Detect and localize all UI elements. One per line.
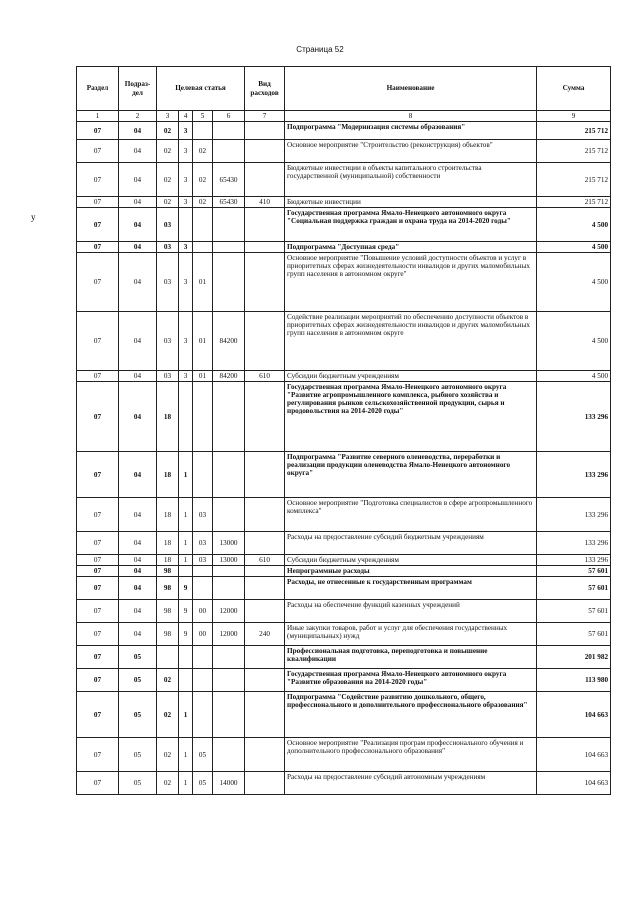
cell-name: Подпрограмма "Модернизация системы образования" xyxy=(285,122,537,140)
cell-target-subprogram: 3 xyxy=(179,312,193,371)
cell-target-event: 00 xyxy=(193,600,213,623)
cell-target-subprogram: 3 xyxy=(179,122,193,140)
cell-podrazdel: 05 xyxy=(119,738,157,772)
cell-target-code xyxy=(213,382,245,452)
cell-razdel: 07 xyxy=(77,253,119,312)
column-number: 9 xyxy=(537,111,611,122)
cell-target-program: 03 xyxy=(157,242,179,253)
cell-podrazdel: 04 xyxy=(119,566,157,577)
cell-amount: 57 601 xyxy=(537,623,611,646)
table-row xyxy=(77,669,611,692)
table-row xyxy=(77,532,611,555)
cell-razdel: 07 xyxy=(77,772,119,795)
cell-target-code xyxy=(213,498,245,532)
cell-vid-raskhodov xyxy=(245,532,285,555)
cell-name: Иные закупки товаров, работ и услуг для обеспечения государственных (муниципальных) нужд xyxy=(285,623,537,646)
cell-podrazdel: 04 xyxy=(119,312,157,371)
cell-name: Бюджетные инвестиции xyxy=(285,197,537,208)
cell-target-event: 01 xyxy=(193,371,213,382)
cell-target-event xyxy=(193,577,213,600)
cell-vid-raskhodov xyxy=(245,646,285,669)
table-row xyxy=(77,208,611,242)
cell-vid-raskhodov xyxy=(245,312,285,371)
cell-target-subprogram: 1 xyxy=(179,692,193,738)
cell-target-code: 84200 xyxy=(213,371,245,382)
cell-target-event xyxy=(193,242,213,253)
cell-target-program: 02 xyxy=(157,163,179,197)
cell-target-program: 03 xyxy=(157,312,179,371)
cell-podrazdel: 04 xyxy=(119,532,157,555)
cell-razdel: 07 xyxy=(77,600,119,623)
cell-razdel: 07 xyxy=(77,382,119,452)
cell-vid-raskhodov xyxy=(245,772,285,795)
cell-podrazdel: 04 xyxy=(119,498,157,532)
cell-target-program xyxy=(157,646,179,669)
cell-target-event: 01 xyxy=(193,253,213,312)
cell-target-subprogram xyxy=(179,208,193,242)
column-number: 2 xyxy=(119,111,157,122)
cell-razdel: 07 xyxy=(77,498,119,532)
cell-vid-raskhodov xyxy=(245,163,285,197)
cell-vid-raskhodov xyxy=(245,498,285,532)
cell-target-event: 03 xyxy=(193,498,213,532)
header-podrazdel: Подраз- дел xyxy=(119,67,157,111)
cell-name: Государственная программа Ямало-Ненецкого автономного округа "Развитие образования на 2014-2020 годы" xyxy=(285,669,537,692)
cell-target-code xyxy=(213,253,245,312)
cell-target-subprogram: 1 xyxy=(179,772,193,795)
cell-target-program: 18 xyxy=(157,452,179,498)
cell-vid-raskhodov xyxy=(245,600,285,623)
cell-target-code: 84200 xyxy=(213,312,245,371)
cell-target-code xyxy=(213,646,245,669)
cell-amount: 215 712 xyxy=(537,163,611,197)
table-body xyxy=(77,122,611,795)
cell-amount: 215 712 xyxy=(537,122,611,140)
header-name: Наименование xyxy=(285,67,537,111)
table-row xyxy=(77,163,611,197)
table-row xyxy=(77,692,611,738)
column-number: 3 xyxy=(157,111,179,122)
header-target-article: Целевая статья xyxy=(157,67,245,111)
cell-target-subprogram: 1 xyxy=(179,555,193,566)
cell-target-program: 02 xyxy=(157,122,179,140)
cell-amount: 201 982 xyxy=(537,646,611,669)
cell-vid-raskhodov: 610 xyxy=(245,555,285,566)
table-row xyxy=(77,577,611,600)
cell-vid-raskhodov xyxy=(245,669,285,692)
cell-target-program: 18 xyxy=(157,555,179,566)
table-row xyxy=(77,566,611,577)
cell-target-program: 98 xyxy=(157,577,179,600)
cell-name: Расходы на предоставление субсидий бюджетным учреждениям xyxy=(285,532,537,555)
cell-podrazdel: 05 xyxy=(119,646,157,669)
cell-razdel: 07 xyxy=(77,555,119,566)
header-sum: Сумма xyxy=(537,67,611,111)
cell-target-subprogram: 9 xyxy=(179,600,193,623)
header-razdel: Раздел xyxy=(77,67,119,111)
table-row xyxy=(77,242,611,253)
cell-razdel: 07 xyxy=(77,577,119,600)
cell-podrazdel: 04 xyxy=(119,382,157,452)
table-row xyxy=(77,140,611,163)
cell-razdel: 07 xyxy=(77,208,119,242)
cell-target-code xyxy=(213,566,245,577)
cell-razdel: 07 xyxy=(77,646,119,669)
cell-target-code: 12000 xyxy=(213,600,245,623)
cell-target-event: 00 xyxy=(193,623,213,646)
cell-target-program: 02 xyxy=(157,738,179,772)
cell-target-program: 18 xyxy=(157,382,179,452)
cell-target-code: 13000 xyxy=(213,555,245,566)
cell-podrazdel: 04 xyxy=(119,371,157,382)
table-row xyxy=(77,498,611,532)
cell-target-subprogram: 3 xyxy=(179,253,193,312)
cell-vid-raskhodov xyxy=(245,382,285,452)
cell-podrazdel: 04 xyxy=(119,197,157,208)
cell-vid-raskhodov xyxy=(245,738,285,772)
cell-podrazdel: 04 xyxy=(119,122,157,140)
cell-vid-raskhodov xyxy=(245,208,285,242)
cell-target-program: 02 xyxy=(157,140,179,163)
cell-target-code xyxy=(213,692,245,738)
cell-target-code xyxy=(213,208,245,242)
cell-target-subprogram: 9 xyxy=(179,623,193,646)
cell-target-program: 98 xyxy=(157,600,179,623)
cell-amount: 4 500 xyxy=(537,371,611,382)
cell-amount: 4 500 xyxy=(537,208,611,242)
cell-razdel: 07 xyxy=(77,669,119,692)
cell-target-code: 14000 xyxy=(213,772,245,795)
cell-target-code xyxy=(213,122,245,140)
cell-name: Субсидии бюджетным учреждениям xyxy=(285,555,537,566)
column-number-row xyxy=(77,111,611,122)
cell-vid-raskhodov xyxy=(245,253,285,312)
cell-razdel: 07 xyxy=(77,242,119,253)
cell-target-program: 98 xyxy=(157,566,179,577)
cell-target-program: 02 xyxy=(157,692,179,738)
cell-amount: 104 663 xyxy=(537,772,611,795)
cell-razdel: 07 xyxy=(77,122,119,140)
cell-name: Расходы, не отнесенные к государственным программам xyxy=(285,577,537,600)
page-number-label: Страница 52 xyxy=(296,45,344,54)
cell-razdel: 07 xyxy=(77,312,119,371)
cell-vid-raskhodov: 240 xyxy=(245,623,285,646)
table-row xyxy=(77,738,611,772)
cell-podrazdel: 04 xyxy=(119,140,157,163)
cell-target-program: 98 xyxy=(157,623,179,646)
table-row xyxy=(77,646,611,669)
cell-razdel: 07 xyxy=(77,738,119,772)
cell-razdel: 07 xyxy=(77,140,119,163)
cell-target-program: 03 xyxy=(157,253,179,312)
column-number: 4 xyxy=(179,111,193,122)
cell-target-event: 02 xyxy=(193,163,213,197)
cell-target-event xyxy=(193,669,213,692)
cell-target-subprogram xyxy=(179,669,193,692)
column-number: 7 xyxy=(245,111,285,122)
cell-razdel: 07 xyxy=(77,197,119,208)
cell-target-event xyxy=(193,382,213,452)
cell-podrazdel: 04 xyxy=(119,452,157,498)
cell-target-program: 18 xyxy=(157,498,179,532)
cell-target-code xyxy=(213,242,245,253)
cell-target-event xyxy=(193,566,213,577)
cell-name: Подпрограмма "Содействие развитию дошкольного, общего, профессионального и дополнительного профессионального образования" xyxy=(285,692,537,738)
cell-podrazdel: 04 xyxy=(119,623,157,646)
cell-name: Профессиональная подготовка, переподготовка и повышение квалификации xyxy=(285,646,537,669)
cell-amount: 57 601 xyxy=(537,577,611,600)
cell-target-event xyxy=(193,692,213,738)
cell-target-subprogram: 3 xyxy=(179,140,193,163)
cell-target-subprogram: 3 xyxy=(179,242,193,253)
cell-vid-raskhodov xyxy=(245,452,285,498)
cell-amount: 57 601 xyxy=(537,600,611,623)
cell-podrazdel: 04 xyxy=(119,208,157,242)
cell-name: Субсидии бюджетным учреждениям xyxy=(285,371,537,382)
table-row xyxy=(77,122,611,140)
cell-podrazdel: 04 xyxy=(119,600,157,623)
cell-vid-raskhodov xyxy=(245,692,285,738)
cell-amount: 4 500 xyxy=(537,253,611,312)
cell-target-program: 03 xyxy=(157,371,179,382)
cell-target-program: 02 xyxy=(157,669,179,692)
cell-name: Основное мероприятие "Повышение условий доступности объектов и услуг в приоритетных сферах жизнедеятельности инвалидов и других маломобильных групп населения в автономном округе" xyxy=(285,253,537,312)
cell-target-code xyxy=(213,452,245,498)
column-number: 6 xyxy=(213,111,245,122)
table-row xyxy=(77,312,611,371)
cell-podrazdel: 04 xyxy=(119,253,157,312)
cell-podrazdel: 04 xyxy=(119,242,157,253)
cell-vid-raskhodov: 410 xyxy=(245,197,285,208)
cell-amount: 57 601 xyxy=(537,566,611,577)
cell-amount: 215 712 xyxy=(537,140,611,163)
cell-name: Непрограммные расходы xyxy=(285,566,537,577)
cell-vid-raskhodov xyxy=(245,242,285,253)
budget-table xyxy=(76,66,611,795)
cell-target-event: 05 xyxy=(193,738,213,772)
cell-name: Основное мероприятие "Подготовка специалистов в сфере агропромышленного комплекса" xyxy=(285,498,537,532)
cell-target-event: 01 xyxy=(193,312,213,371)
cell-target-program: 03 xyxy=(157,208,179,242)
cell-vid-raskhodov: 610 xyxy=(245,371,285,382)
cell-target-event xyxy=(193,646,213,669)
cell-vid-raskhodov xyxy=(245,140,285,163)
cell-amount: 104 663 xyxy=(537,692,611,738)
cell-target-program: 18 xyxy=(157,532,179,555)
cell-target-event xyxy=(193,208,213,242)
cell-amount: 133 296 xyxy=(537,555,611,566)
cell-name: Государственная программа Ямало-Ненецкого автономного округа "Социальная поддержка граждан и охрана труда на 2014-2020 годы" xyxy=(285,208,537,242)
header-vid-raskhodov: Вид расходов xyxy=(245,67,285,111)
cell-amount: 133 296 xyxy=(537,452,611,498)
cell-amount: 133 296 xyxy=(537,532,611,555)
column-number: 8 xyxy=(285,111,537,122)
cell-name: Расходы на предоставление субсидий автономным учреждениям xyxy=(285,772,537,795)
cell-target-code: 65430 xyxy=(213,163,245,197)
cell-target-subprogram: 1 xyxy=(179,452,193,498)
cell-target-program: 02 xyxy=(157,197,179,208)
cell-target-code xyxy=(213,140,245,163)
cell-podrazdel: 05 xyxy=(119,669,157,692)
cell-vid-raskhodov xyxy=(245,577,285,600)
cell-target-subprogram: 1 xyxy=(179,498,193,532)
table-row xyxy=(77,253,611,312)
cell-target-subprogram: 1 xyxy=(179,532,193,555)
table-row xyxy=(77,371,611,382)
cell-razdel: 07 xyxy=(77,371,119,382)
cell-name: Содействие реализации мероприятий по обеспечению доступности объектов в приоритетных сферах жизнедеятельности инвалидов и других маломобильных групп населения в автономном округе xyxy=(285,312,537,371)
cell-podrazdel: 04 xyxy=(119,163,157,197)
cell-target-code: 12000 xyxy=(213,623,245,646)
cell-amount: 215 712 xyxy=(537,197,611,208)
cell-podrazdel: 04 xyxy=(119,555,157,566)
cell-amount: 113 980 xyxy=(537,669,611,692)
cell-target-code xyxy=(213,669,245,692)
cell-podrazdel: 05 xyxy=(119,692,157,738)
stray-mark: у xyxy=(31,212,36,222)
table-header-row xyxy=(77,67,611,111)
cell-razdel: 07 xyxy=(77,452,119,498)
cell-target-program: 02 xyxy=(157,772,179,795)
column-number: 5 xyxy=(193,111,213,122)
cell-target-code: 65430 xyxy=(213,197,245,208)
cell-vid-raskhodov xyxy=(245,122,285,140)
cell-name: Подпрограмма "Развитие северного оленеводства, переработки и реализации продукции оленеводства Ямало-Ненецкого автономного округа" xyxy=(285,452,537,498)
cell-name: Подпрограмма "Доступная среда" xyxy=(285,242,537,253)
table-row xyxy=(77,452,611,498)
cell-amount: 104 663 xyxy=(537,738,611,772)
cell-amount: 133 296 xyxy=(537,498,611,532)
cell-name: Бюджетные инвестиции в объекты капитального строительства государственной (муниципальной) собственности xyxy=(285,163,537,197)
table-row xyxy=(77,772,611,795)
cell-target-code xyxy=(213,738,245,772)
cell-name: Основное мероприятие "Строительство (реконструкция) объектов" xyxy=(285,140,537,163)
table-row xyxy=(77,555,611,566)
cell-razdel: 07 xyxy=(77,692,119,738)
cell-razdel: 07 xyxy=(77,532,119,555)
table-row xyxy=(77,623,611,646)
cell-target-subprogram: 9 xyxy=(179,577,193,600)
table-row xyxy=(77,197,611,208)
cell-name: Расходы на обеспечение функций казенных учреждений xyxy=(285,600,537,623)
cell-name: Основное мероприятие "Реализация програм профессионального обучения и дополнительного профессионального образования" xyxy=(285,738,537,772)
cell-target-code: 13000 xyxy=(213,532,245,555)
cell-target-event: 05 xyxy=(193,772,213,795)
cell-vid-raskhodov xyxy=(245,566,285,577)
cell-razdel: 07 xyxy=(77,623,119,646)
cell-amount: 4 500 xyxy=(537,312,611,371)
cell-target-event xyxy=(193,452,213,498)
cell-target-event: 02 xyxy=(193,140,213,163)
cell-target-subprogram: 3 xyxy=(179,163,193,197)
cell-target-subprogram: 3 xyxy=(179,371,193,382)
cell-target-event xyxy=(193,122,213,140)
table-row xyxy=(77,600,611,623)
cell-podrazdel: 04 xyxy=(119,577,157,600)
cell-target-subprogram: 1 xyxy=(179,738,193,772)
cell-razdel: 07 xyxy=(77,566,119,577)
cell-target-subprogram xyxy=(179,646,193,669)
cell-amount: 133 296 xyxy=(537,382,611,452)
cell-target-event: 03 xyxy=(193,532,213,555)
cell-razdel: 07 xyxy=(77,163,119,197)
cell-amount: 4 500 xyxy=(537,242,611,253)
cell-target-event: 03 xyxy=(193,555,213,566)
cell-target-event: 02 xyxy=(193,197,213,208)
cell-target-subprogram: 3 xyxy=(179,197,193,208)
column-number: 1 xyxy=(77,111,119,122)
cell-target-code xyxy=(213,577,245,600)
table-row xyxy=(77,382,611,452)
cell-target-subprogram xyxy=(179,382,193,452)
cell-target-subprogram xyxy=(179,566,193,577)
cell-podrazdel: 05 xyxy=(119,772,157,795)
cell-name: Государственная программа Ямало-Ненецкого автономного округа "Развитие агропромышленного комплекса, рыбного хозяйства и регулирования рынков сельскохозяйственной продукции, сырья и продовольствия на 2014-2020 годы" xyxy=(285,382,537,452)
